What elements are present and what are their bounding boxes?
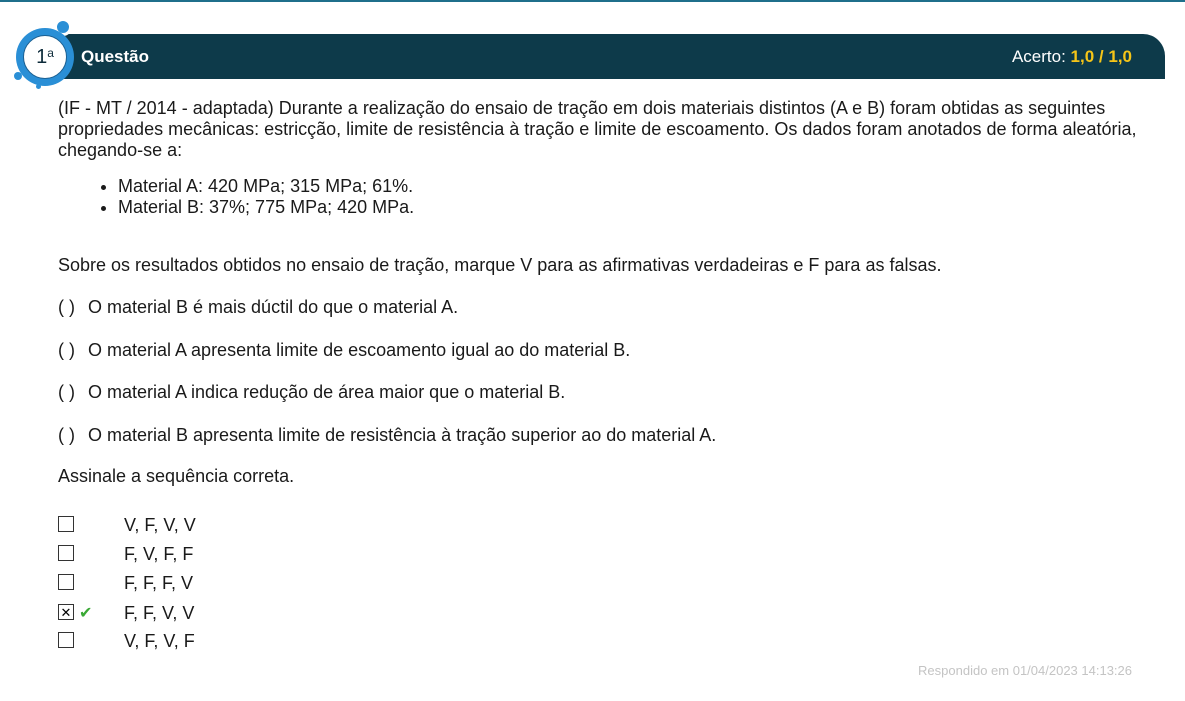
score-separator: / xyxy=(1094,47,1109,66)
question-closing: Assinale a sequência correta. xyxy=(58,466,295,486)
option-checkbox[interactable] xyxy=(58,516,74,532)
score-label: Acerto: xyxy=(1011,47,1071,66)
statement-2 xyxy=(58,340,630,361)
top-accent-line xyxy=(0,0,1185,2)
check-icon: ✔ xyxy=(79,605,93,622)
statement-text: O material A indica redução de área maior que o material B. xyxy=(88,382,566,402)
statement-paren: ( ) xyxy=(58,297,75,317)
score-total: 1,0 xyxy=(1108,47,1132,66)
answer-option-3[interactable] xyxy=(58,573,458,595)
statement-text: O material B é mais dúctil do que o material A. xyxy=(88,297,459,317)
answer-option-4[interactable] xyxy=(58,603,458,625)
question-title: Questão xyxy=(81,47,150,66)
list-item: • Material A: 420 MPa; 315 MPa; 61%. xyxy=(118,176,1138,197)
badge-dot-small-icon xyxy=(36,84,41,89)
option-label: F, F, F, V xyxy=(124,573,194,593)
answered-timestamp: Respondido em 01/04/2023 14:13:26 xyxy=(918,663,1132,678)
question-intro: (IF - MT / 2014 - adaptada) Durante a realização do ensaio de tração em dois materiais distintos (A e B) foram obtidas as seguintes propriedades mecânicas: estricção, limite de resistência à tração e limite de escoamento. Os dados foram anotados de forma aleatória, chegando-se a: xyxy=(58,98,1137,160)
score-display xyxy=(1012,47,1132,67)
answer-option-2[interactable] xyxy=(58,544,458,566)
statement-text: O material A apresenta limite de escoamento igual ao do material B. xyxy=(88,340,631,360)
statement-4 xyxy=(58,425,716,446)
option-label: V, F, V, F xyxy=(124,631,195,651)
option-checkbox[interactable] xyxy=(58,545,74,561)
question-instruction: Sobre os resultados obtidos no ensaio de tração, marque V para as afirmativas verdadeiras e F para as falsas. xyxy=(58,255,942,275)
statement-text: O material B apresenta limite de resistência à tração superior ao do material A. xyxy=(88,425,717,445)
option-label: V, F, V, V xyxy=(124,515,196,535)
option-checkbox[interactable] xyxy=(58,632,74,648)
answer-option-5[interactable] xyxy=(58,631,458,653)
question-number-badge xyxy=(12,18,82,88)
question-header xyxy=(30,34,1165,79)
statement-paren: ( ) xyxy=(58,340,75,360)
question-body xyxy=(58,98,1138,218)
material-list xyxy=(58,176,1138,218)
question-number xyxy=(23,35,67,79)
statement-paren: ( ) xyxy=(58,382,75,402)
statement-3 xyxy=(58,382,565,403)
statement-1 xyxy=(58,297,458,318)
question-number-sup: a xyxy=(47,46,54,60)
option-checkbox-checked[interactable]: ✕ xyxy=(58,604,74,620)
list-item: • Material B: 37%; 775 MPa; 420 MPa. xyxy=(118,197,1138,218)
badge-dot-icon xyxy=(14,72,22,80)
answer-option-1[interactable] xyxy=(58,515,458,537)
question-number-value: 1 xyxy=(36,45,48,68)
option-checkbox[interactable] xyxy=(58,574,74,590)
option-label: F, F, V, V xyxy=(124,603,195,623)
score-value: 1,0 xyxy=(1070,47,1095,66)
option-label: F, V, F, F xyxy=(124,544,194,564)
statement-paren: ( ) xyxy=(58,425,75,445)
